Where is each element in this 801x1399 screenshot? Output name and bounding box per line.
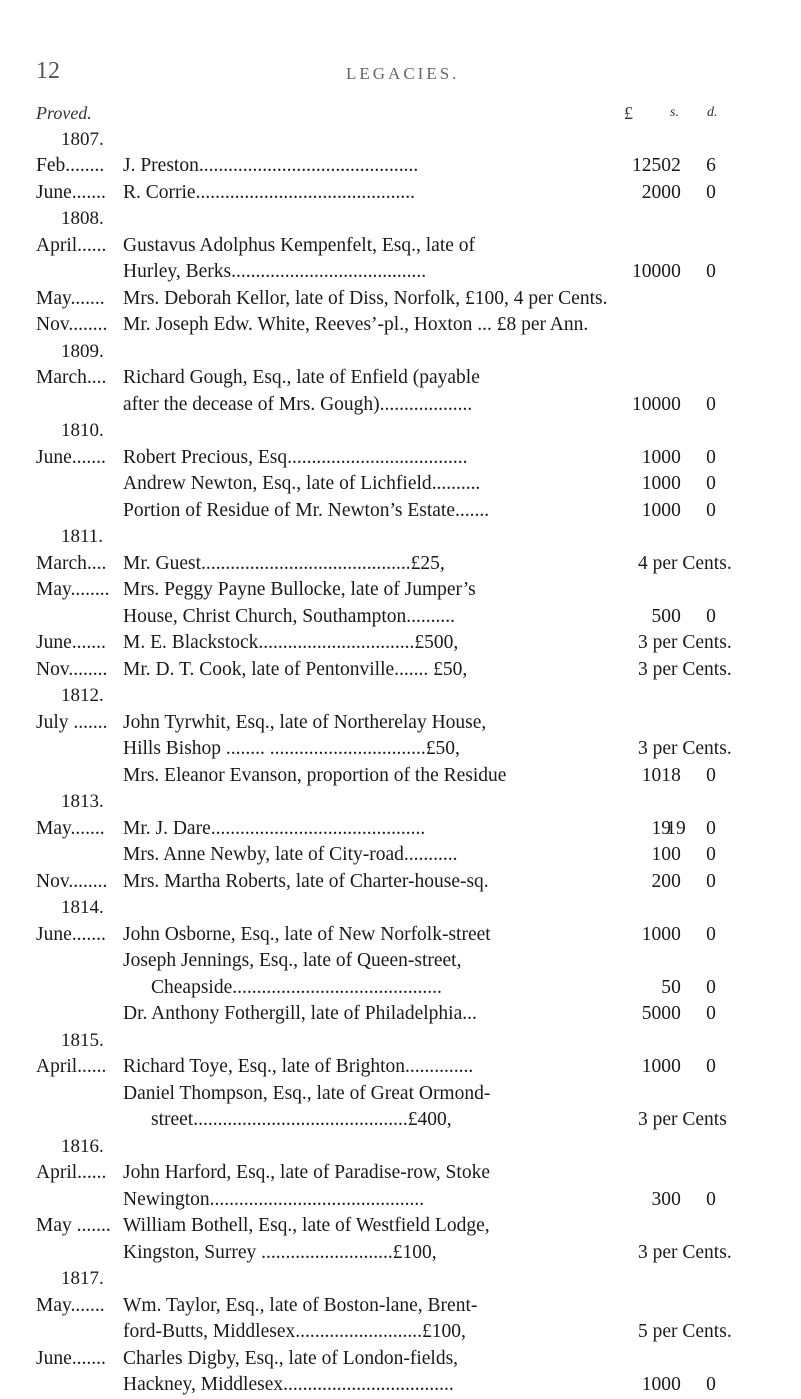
legacy-entry: [36, 577, 756, 604]
entry-text: Mr. Guest...........................................£25,: [123, 552, 445, 574]
amount-pence: 0: [706, 923, 716, 945]
amount-pounds: 101: [641, 764, 671, 786]
entry-text: Charles Digby, Esq., late of London-fields,: [123, 1347, 459, 1369]
legacies-list: [36, 100, 756, 1399]
amount-pence: 0: [706, 844, 716, 865]
amount-pence: 0: [706, 446, 716, 468]
entry-text: R. Corrie.............................................: [123, 181, 415, 203]
amount-terms: 3 per Cents.: [638, 658, 732, 680]
year-heading: 1813.: [61, 791, 104, 812]
entry-text: Wm. Taylor, Esq., late of Boston-lane, Brent-: [123, 1294, 478, 1316]
legacy-entry: [36, 471, 756, 498]
entry-text: Mrs. Deborah Kellor, late of Diss, Norfolk, £100, 4 per Cents.: [123, 287, 608, 309]
legacy-entry: [36, 1054, 756, 1081]
legacy-entry: [36, 286, 756, 313]
legacy-entry: [36, 153, 756, 180]
amount-pounds: 100: [641, 1056, 671, 1077]
legacy-entry: [36, 392, 756, 419]
entry-month: July .......: [36, 711, 108, 733]
amount-terms: 3 per Cents.: [638, 1241, 732, 1263]
entry-text: John Osborne, Esq., late of New Norfolk-street: [123, 923, 491, 945]
entry-text: John Tyrwhit, Esq., late of Northerelay House,: [123, 711, 487, 733]
entry-text: street............................................£400,: [151, 1109, 452, 1130]
entry-text: Gustavus Adolphus Kempenfelt, Esq., late of: [123, 234, 476, 256]
entry-month: April......: [36, 234, 107, 256]
entry-month: April......: [36, 1162, 107, 1183]
entry-text: Richard Toye, Esq., late of Brighton..............: [123, 1056, 474, 1077]
amount-shillings: 0: [671, 473, 681, 494]
year-heading: 1811.: [61, 526, 104, 547]
legacy-entry: [36, 1160, 756, 1187]
entry-text: Cheapside...........................................: [151, 976, 442, 998]
entry-text: Mrs. Martha Roberts, late of Charter-house-sq.: [123, 870, 489, 892]
entry-text: Kingston, Surrey ...........................£100,: [123, 1241, 437, 1263]
amount-pence: 0: [706, 870, 716, 892]
amount-shillings: 2: [671, 155, 681, 176]
amount-pounds: 1000: [632, 261, 671, 282]
year-heading: 1812.: [61, 685, 104, 706]
amount-pounds: 20: [651, 870, 671, 892]
amount-pence: 0: [706, 1003, 716, 1024]
legacy-entry: [36, 869, 756, 896]
amount-shillings: 0: [671, 605, 681, 627]
amount-shillings: 0: [671, 976, 681, 998]
amount-pounds: 1000: [632, 393, 671, 415]
legacy-entry: [36, 604, 756, 631]
year-heading: 1817.: [61, 1268, 104, 1289]
entry-text: Mrs. Eleanor Evanson, proportion of the Residue: [123, 764, 507, 786]
entry-month: May.......: [36, 287, 105, 309]
entry-month: May........: [36, 579, 110, 600]
legacy-entry: [36, 736, 756, 763]
amount-pounds: 19: [651, 817, 671, 839]
entry-text: ford-Butts, Middlesex..........................£100,: [123, 1321, 466, 1342]
legacy-entry: [36, 259, 756, 286]
proved-heading: Proved.: [36, 103, 92, 123]
amount-pounds: 100: [641, 499, 671, 521]
amount-pence: 0: [706, 499, 716, 521]
entry-text: Hackney, Middlesex...................................: [123, 1374, 454, 1395]
amount-shillings: 0: [671, 923, 681, 945]
legacy-entry: [36, 763, 756, 790]
entry-month: Nov........: [36, 870, 108, 892]
legacy-entry: [36, 312, 756, 339]
legacy-entry: [36, 365, 756, 392]
legacy-entry: [36, 1293, 756, 1320]
amount-shillings: 0: [671, 261, 681, 282]
entry-month: June.......: [36, 181, 106, 203]
amount-terms: 3 per Cents.: [638, 738, 732, 759]
amount-shillings: 0: [671, 844, 681, 865]
amount-shillings: 19: [666, 817, 686, 839]
legacy-entry: [36, 657, 756, 684]
entry-month: June.......: [36, 446, 106, 468]
entry-month: Nov........: [36, 658, 108, 680]
legacy-entry: [36, 975, 756, 1002]
pence-heading: d.: [707, 105, 718, 120]
legacy-entry: [36, 445, 756, 472]
entry-text: Andrew Newton, Esq., late of Lichfield..........: [123, 473, 481, 494]
legacy-entry: [36, 816, 756, 843]
entry-text: after the decease of Mrs. Gough)...................: [123, 393, 473, 415]
amount-pence: 0: [706, 764, 716, 786]
entry-month: May.......: [36, 1294, 105, 1316]
entry-text: John Harford, Esq., late of Paradise-row, Stoke: [123, 1162, 490, 1183]
amount-terms: 4 per Cents.: [638, 552, 732, 574]
amount-shillings: 0: [671, 1003, 681, 1024]
amount-terms: 3 per Cents.: [638, 632, 732, 653]
amount-pence: 0: [706, 1056, 716, 1077]
entry-text: Mrs. Peggy Payne Bullocke, late of Jumper’s: [123, 579, 476, 600]
year-heading: 1816.: [61, 1135, 104, 1157]
amount-pounds: 500: [641, 1003, 671, 1024]
legacy-entry: [36, 1107, 756, 1134]
entry-text: Mr. J. Dare............................................: [123, 817, 426, 839]
legacy-entry: [36, 630, 756, 657]
legacy-entry: [36, 922, 756, 949]
legacy-entry: [36, 1213, 756, 1240]
amount-pence: 0: [706, 817, 716, 839]
entry-rows: [36, 127, 756, 1399]
amount-shillings: 0: [671, 1188, 681, 1210]
entry-month: June.......: [36, 923, 106, 945]
amount-shillings: 0: [671, 181, 681, 203]
legacy-entry: [36, 1081, 756, 1108]
amount-shillings: 0: [671, 499, 681, 521]
year-heading: 1815.: [61, 1029, 104, 1051]
amount-pence: 0: [706, 1188, 716, 1210]
amount-pounds: 100: [641, 923, 671, 945]
entry-text: Mr. D. T. Cook, late of Pentonville....... £50,: [123, 658, 468, 680]
legacy-entry: [36, 233, 756, 260]
entry-text: Hills Bishop ........ ................................£50,: [123, 738, 460, 759]
legacy-entry: [36, 1240, 756, 1267]
entry-month: Feb........: [36, 155, 105, 176]
legacy-entry: [36, 551, 756, 578]
amount-shillings: 0: [671, 1056, 681, 1077]
entry-text: M. E. Blackstock................................£500,: [123, 632, 459, 653]
year-heading: 1810.: [61, 420, 104, 441]
legacy-entry: [36, 1319, 756, 1346]
entry-text: Portion of Residue of Mr. Newton’s Estate.......: [123, 499, 490, 521]
entry-month: June.......: [36, 1347, 106, 1369]
amount-pence: 6: [706, 155, 716, 176]
amount-pounds: 100: [641, 473, 671, 494]
year-heading: 1807.: [61, 128, 104, 150]
legacy-entry: [36, 842, 756, 869]
legacy-entry: [36, 1001, 756, 1028]
amount-terms: 3 per Cents: [638, 1109, 727, 1130]
entry-month: March....: [36, 552, 107, 574]
entry-text: Newington............................................: [123, 1188, 425, 1210]
entry-text: Dr. Anthony Fothergill, late of Philadelphia...: [123, 1003, 477, 1024]
entry-text: Hurley, Berks........................................: [123, 261, 427, 282]
amount-pence: 0: [706, 1374, 716, 1395]
entry-text: Joseph Jennings, Esq., late of Queen-street,: [123, 950, 462, 971]
entry-text: House, Christ Church, Southampton..........: [123, 605, 456, 627]
entry-month: March....: [36, 367, 107, 388]
amount-pence: 0: [706, 473, 716, 494]
legacy-entry: [36, 710, 756, 737]
pounds-heading: £: [624, 103, 633, 123]
legacy-entry: [36, 1372, 756, 1399]
amount-shillings: 0: [671, 1374, 681, 1395]
column-headings: [36, 100, 756, 127]
entry-month: April......: [36, 1056, 107, 1077]
legacy-entry: [36, 1346, 756, 1373]
running-title: LEGACIES.: [346, 64, 460, 83]
amount-pence: 0: [706, 393, 716, 415]
year-heading: 1814.: [61, 897, 104, 918]
entry-text: Richard Gough, Esq., late of Enfield (payable: [123, 367, 480, 388]
amount-shillings: 0: [671, 870, 681, 892]
amount-pounds: 10: [651, 844, 671, 865]
amount-pence: 0: [706, 605, 716, 627]
entry-month: June.......: [36, 632, 106, 653]
amount-pence: 0: [706, 261, 716, 282]
amount-shillings: 8: [671, 764, 681, 786]
entry-month: May.......: [36, 817, 105, 839]
amount-pence: 0: [706, 181, 716, 203]
entry-text: William Bothell, Esq., late of Westfield Lodge,: [123, 1215, 490, 1236]
amount-pounds: 1250: [632, 155, 671, 176]
amount-terms: 5 per Cents.: [638, 1321, 732, 1342]
amount-pounds: 5: [661, 976, 671, 998]
amount-pounds: 50: [651, 605, 671, 627]
legacy-entry: [36, 498, 756, 525]
amount-shillings: 0: [671, 446, 681, 468]
amount-pounds: 200: [641, 181, 671, 203]
amount-pounds: 30: [651, 1188, 671, 1210]
entry-text: Robert Precious, Esq.....................................: [123, 446, 468, 468]
entry-text: Mr. Joseph Edw. White, Reeves’-pl., Hoxton ... £8 per Ann.: [123, 314, 589, 335]
amount-pounds: 100: [641, 1374, 671, 1395]
amount-shillings: 0: [671, 393, 681, 415]
entry-text: J. Preston.............................................: [123, 155, 419, 176]
amount-pence: 0: [706, 976, 716, 998]
year-heading: 1809.: [61, 340, 104, 362]
entry-text: Daniel Thompson, Esq., late of Great Ormond-: [123, 1082, 491, 1104]
entry-month: Nov........: [36, 314, 108, 335]
year-heading: 1808.: [61, 208, 104, 229]
legacy-entry: [36, 180, 756, 207]
legacy-entry: [36, 1187, 756, 1214]
page-header: [36, 58, 736, 86]
page-number: 12: [36, 58, 60, 84]
legacy-entry: [36, 948, 756, 975]
amount-pounds: 100: [641, 446, 671, 468]
shillings-heading: s.: [670, 105, 679, 120]
entry-month: May .......: [36, 1215, 111, 1236]
entry-text: Mrs. Anne Newby, late of City-road...........: [123, 844, 458, 865]
